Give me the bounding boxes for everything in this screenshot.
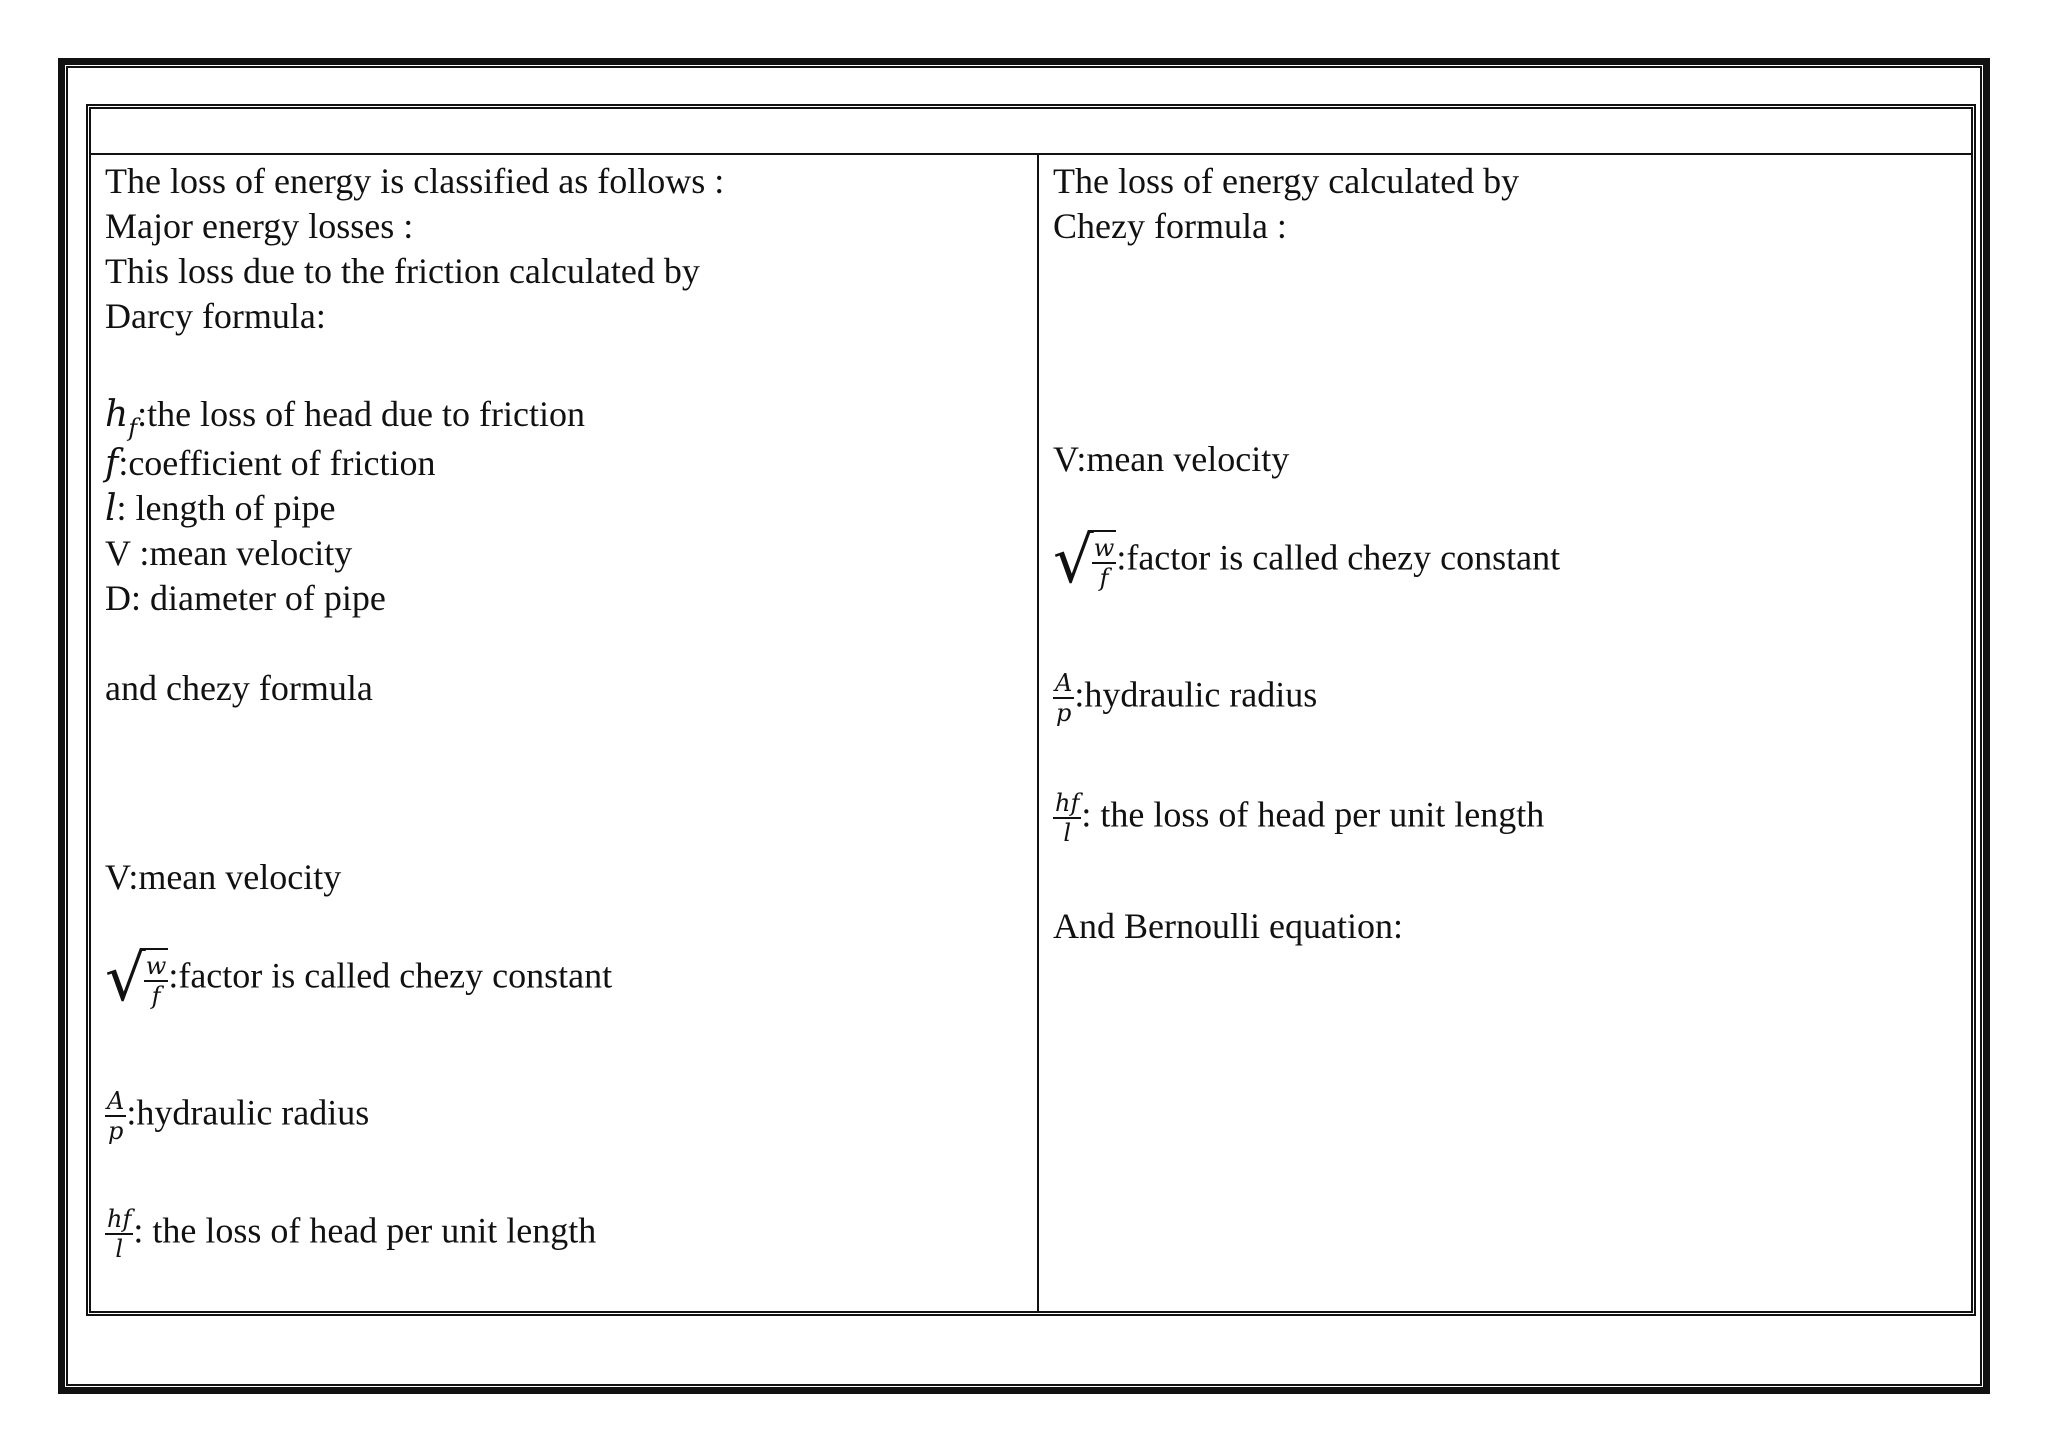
right-head-per-length-line: [1053, 789, 1544, 847]
content-table: [86, 104, 1976, 1316]
intro-line: The loss of energy is classified as follows :: [105, 161, 725, 201]
v-definition: V :mean velocity: [105, 533, 353, 573]
hydraulic-radius-text: :hydraulic radius: [126, 1092, 370, 1133]
f-definition: [105, 441, 436, 486]
d-definition: D: diameter of pipe: [105, 578, 386, 618]
head-per-length-line: [105, 1205, 596, 1263]
bernoulli-line: And Bernoulli equation:: [1053, 906, 1403, 946]
head-per-length-text: : the loss of head per unit length: [133, 1210, 597, 1251]
right-chezy-constant-text: :factor is called chezy constant: [1116, 537, 1561, 578]
chezy-constant-line: [105, 942, 613, 1016]
column-divider: [1037, 153, 1039, 1311]
sqrt-expression: [105, 942, 168, 1016]
hf-subscript: f: [128, 414, 138, 442]
f-symbol: f: [105, 443, 119, 484]
chezy-constant-text: :factor is called chezy constant: [168, 955, 613, 996]
mean-velocity-line: V:mean velocity: [105, 857, 342, 897]
right-a-over-p-fraction: $\frac{A}{p}$: [1055, 669, 1073, 727]
w-over-f-fraction: $\frac{w}{f}$: [145, 952, 167, 1010]
major-losses-heading: Major energy losses :: [105, 206, 414, 246]
right-cell: [1053, 159, 1953, 1311]
right-hf-over-l-fraction: $\frac{hf}{l}$: [1055, 789, 1080, 847]
right-head-per-length-text: : the loss of head per unit length: [1081, 794, 1545, 835]
right-chezy-constant-line: [1053, 524, 1561, 598]
right-radical-sign: √: [1053, 524, 1094, 598]
hf-text: :the loss of head due to friction: [137, 394, 585, 434]
chezy-intro: and chezy formula: [105, 668, 373, 708]
right-hydraulic-radius-line: [1053, 669, 1317, 727]
right-intro-line-1: The loss of energy calculated by: [1053, 161, 1520, 201]
l-symbol: l: [105, 488, 117, 529]
l-definition: [105, 486, 335, 531]
a-over-p-fraction: $\frac{A}{p}$: [107, 1087, 125, 1145]
friction-line: This loss due to the friction calculated by: [105, 251, 700, 291]
hf-over-l-fraction: $\frac{hf}{l}$: [107, 1205, 132, 1263]
l-text: : length of pipe: [116, 488, 336, 528]
right-sqrt-expression: [1053, 524, 1116, 598]
radical-sign: √: [105, 942, 146, 1016]
hydraulic-radius-line: [105, 1087, 369, 1145]
table-header-row: [91, 109, 1971, 155]
left-cell: [105, 159, 1025, 1311]
right-mean-velocity-line: V:mean velocity: [1053, 439, 1290, 479]
right-hydraulic-radius-text: :hydraulic radius: [1074, 674, 1318, 715]
right-w-over-f-fraction: $\frac{w}{f}$: [1093, 534, 1115, 592]
hf-symbol: h: [105, 394, 129, 435]
f-text: :coefficient of friction: [118, 443, 436, 483]
right-intro-line-2: Chezy formula :: [1053, 206, 1287, 246]
darcy-formula-label: Darcy formula:: [105, 296, 326, 336]
